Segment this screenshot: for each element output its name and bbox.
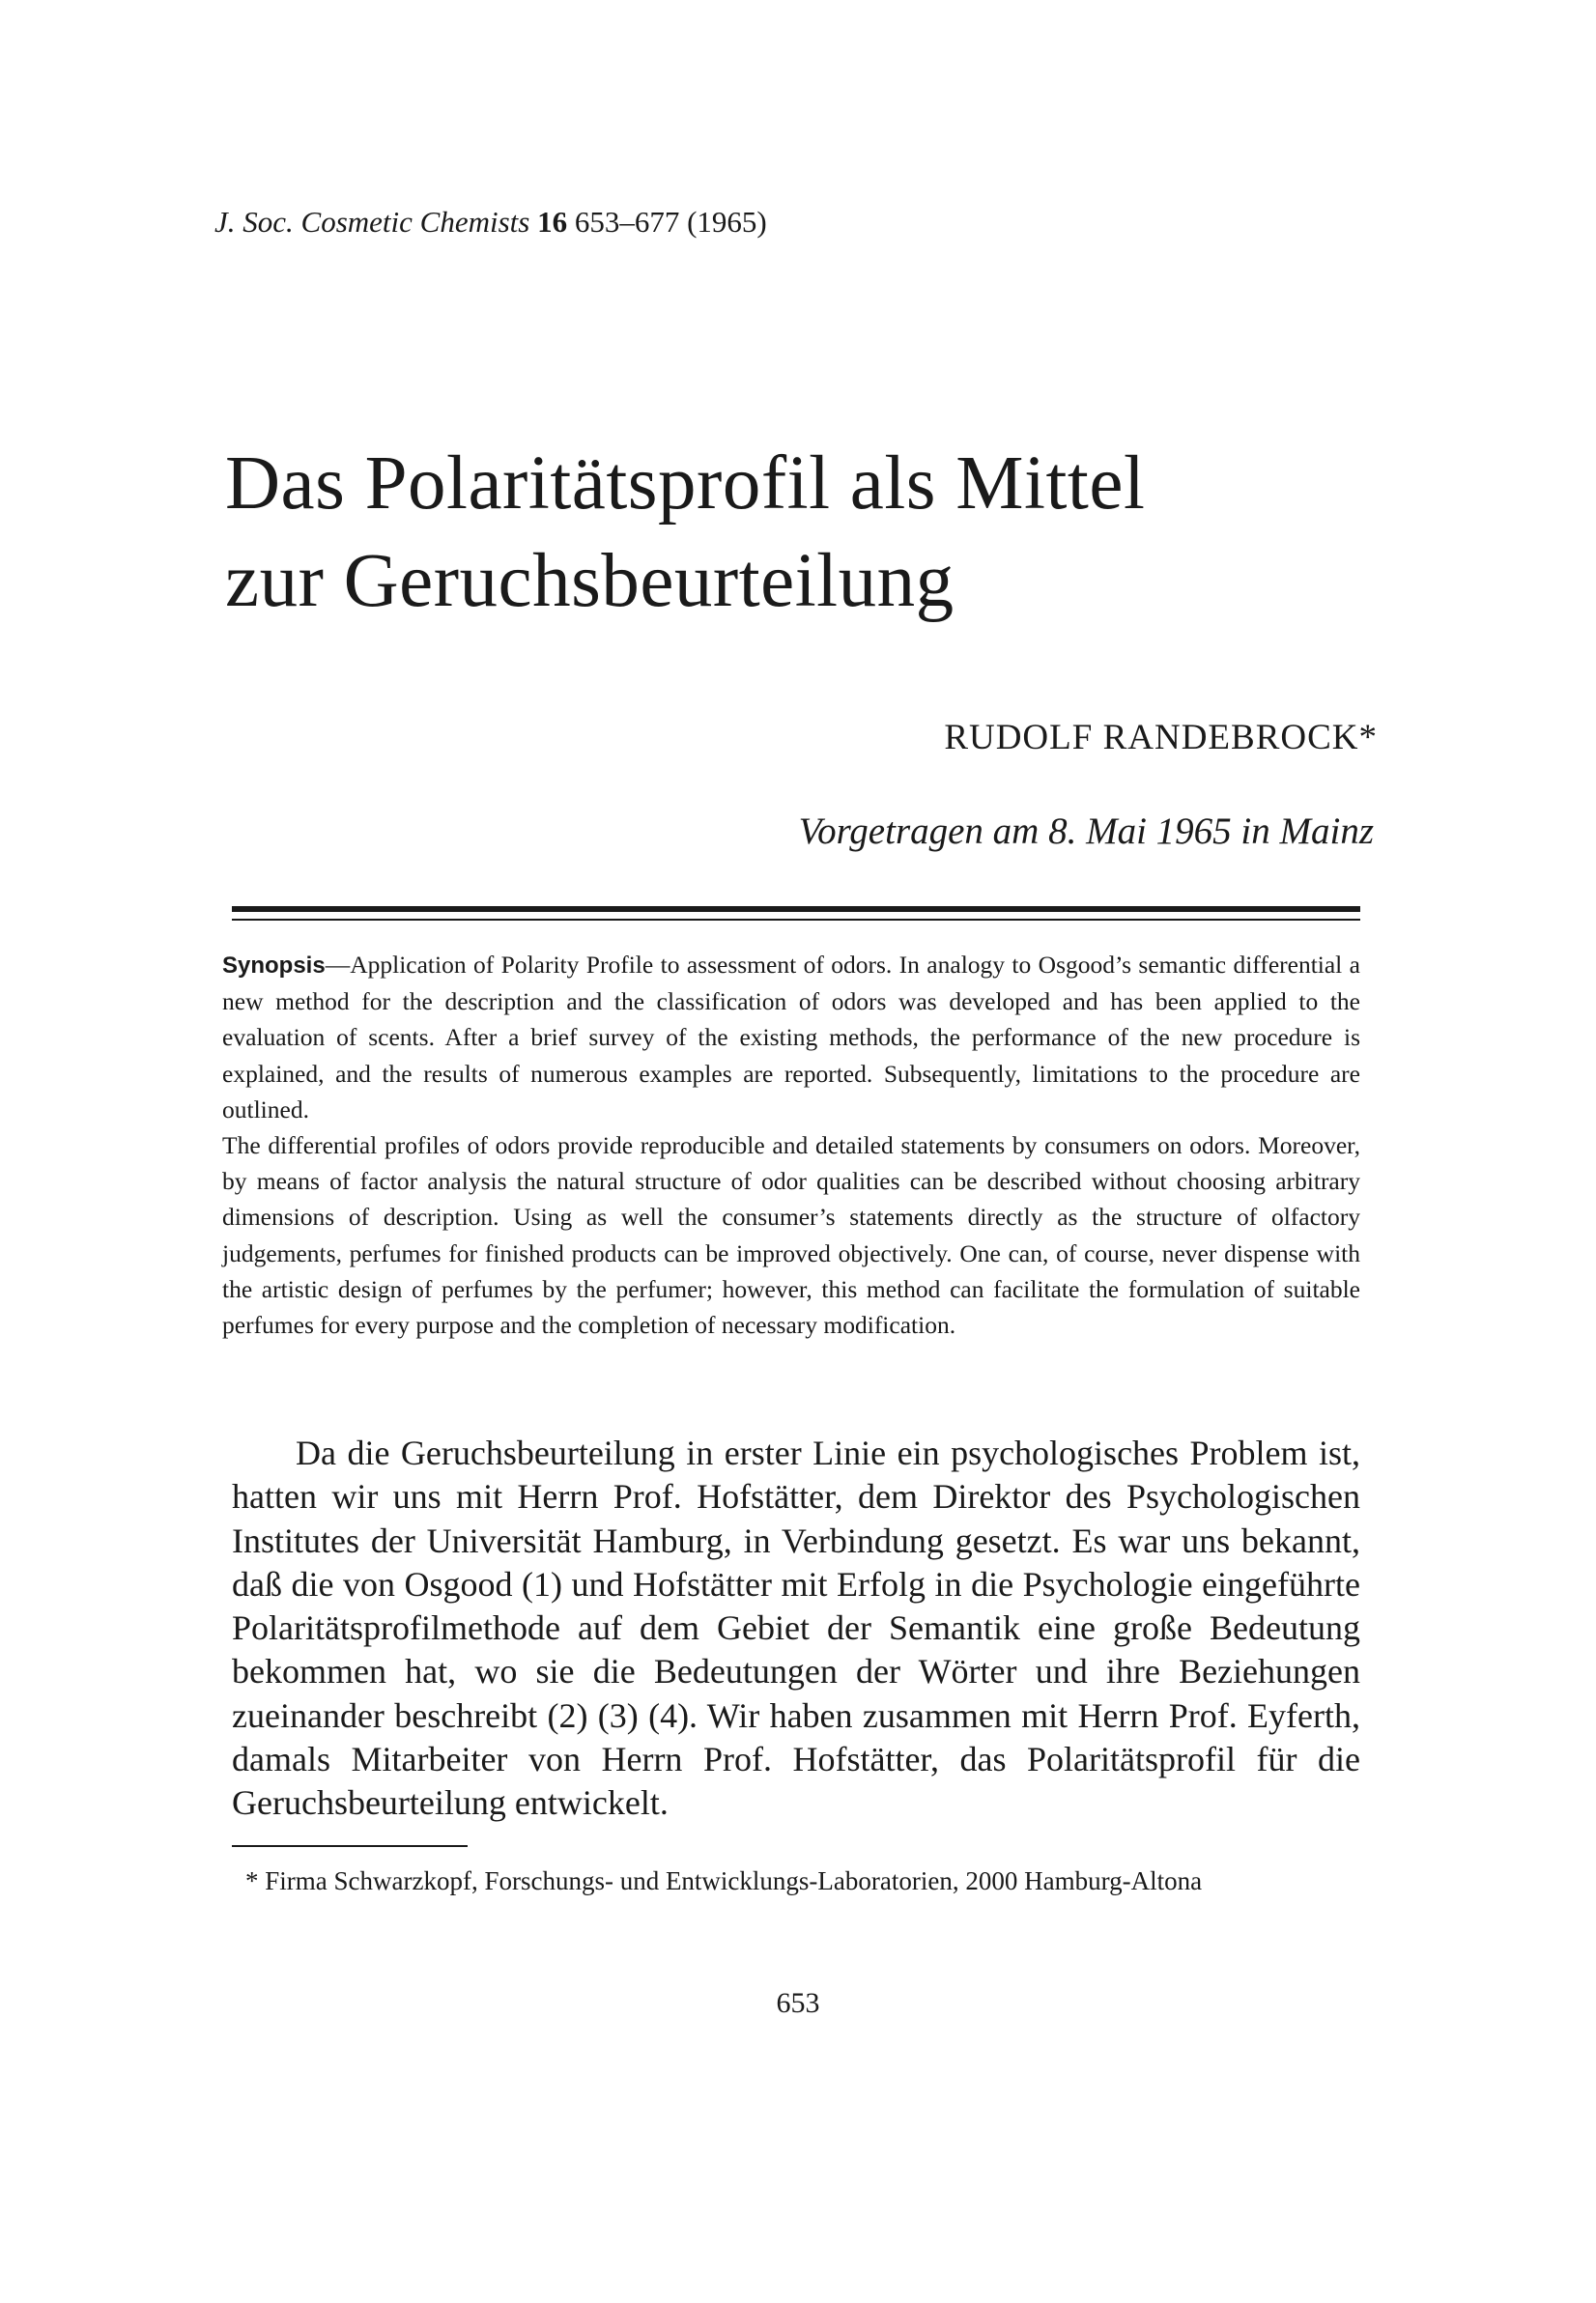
article-title [225, 435, 1384, 630]
synopsis-paragraph-2: The differential profiles of odors provide reproducible and detailed statements by consumers on odors. Moreover, by means of factor analysis the natural structure of odor qualities can be described without choosing arbitrary dimensions of description. Using as well the consumer’s statements directly as the structure of olfactory judgements, perfumes for finished products can be improved objectively. One can, of course, never dispense with the artistic design of perfumes by the perfumer; however, this method can facilitate the formulation of suitable perfumes for every purpose and the completion of necessary modification. [222, 1131, 1360, 1340]
journal-name: J. Soc. Cosmetic Chemists [214, 205, 530, 239]
author-name: RUDOLF RANDEBROCK* [944, 718, 1378, 757]
presentation-note: Vorgetragen am 8. Mai 1965 in Mainz [798, 810, 1374, 852]
body-text [232, 1432, 1360, 1826]
title-line-2: zur Geruchsbeurteilung [225, 539, 955, 623]
journal-volume: 16 [537, 205, 568, 239]
page-number: 653 [776, 1987, 820, 2019]
synopsis-paragraph-1 [222, 947, 1360, 1127]
journal-pages: 653–677 [574, 205, 680, 239]
title-divider-thick [232, 906, 1360, 912]
journal-year: (1965) [687, 205, 767, 239]
footnote-divider [232, 1845, 468, 1847]
synopsis-label: Synopsis [222, 952, 326, 979]
title-divider-thin [232, 919, 1360, 921]
synopsis-text-1: —Application of Polarity Profile to assessment of odors. In analogy to Osgood’s semantic differential a new method for the description and the classification of odors was developed and has been applied to the evaluation of scents. After a brief survey of the existing methods, the performance of the new procedure is explained, and the results of numerous examples are reported. Subsequently, limitations to the procedure are outlined. [222, 951, 1360, 1123]
synopsis [222, 947, 1360, 1343]
journal-citation [214, 205, 767, 240]
title-line-1: Das Polaritätsprofil als Mittel [225, 441, 1146, 526]
body-paragraph-1: Da die Geruchsbeurteilung in erster Linie ein psychologisches Problem ist, hatten wir uns mit Herrn Prof. Hofstätter, dem Direktor des Psychologischen Institutes der Universität Hamburg, in Verbindung gesetzt. Es war uns bekannt, daß die von Osgood (1) und Hofstätter mit Erfolg in die Psychologie eingeführte Polaritätsprofilmethode auf dem Gebiet der Semantik eine große Bedeutung bekommen hat, wo sie die Bedeutungen der Wörter und ihre Beziehungen zueinander beschreibt (2) (3) (4). Wir haben zusammen mit Herrn Prof. Eyferth, damals Mitarbeiter von Herrn Prof. Hofstätter, das Polaritätsprofil für die Geruchsbeurteilung entwickelt. [232, 1434, 1360, 1823]
footnote: * Firma Schwarzkopf, Forschungs- und Entwicklungs-Laboratorien, 2000 Hamburg-Altona [245, 1866, 1203, 1895]
